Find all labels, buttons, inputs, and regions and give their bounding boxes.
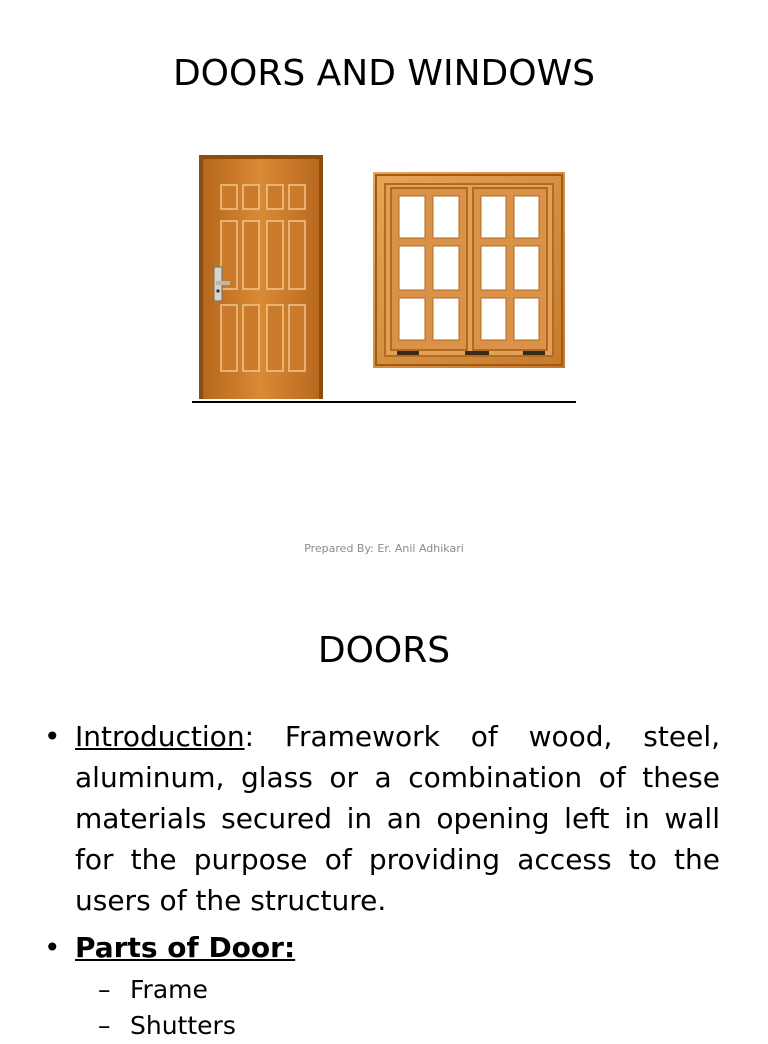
list-item <box>98 1008 720 1044</box>
introduction-separator: : <box>244 720 254 753</box>
bullet-list <box>44 716 720 1044</box>
door-part-shutters: Shutters <box>130 1011 236 1040</box>
divider-line <box>192 401 576 403</box>
list-item <box>98 972 720 1008</box>
parts-of-door-term: Parts of Door: <box>75 931 296 964</box>
dash-marker: – <box>98 975 111 1004</box>
bullet-marker: • <box>44 931 61 964</box>
bullet-parts-of-door <box>44 927 720 968</box>
wooden-window-icon <box>373 172 565 368</box>
bullet-introduction <box>44 716 720 921</box>
introduction-paragraph <box>75 716 720 921</box>
author-credit: Prepared By: Er. Anil Adhikari <box>304 542 464 555</box>
dash-marker: – <box>98 1011 111 1040</box>
introduction-text: Framework of wood, steel, aluminum, glass or a combination of these materials secured in an opening left in wall for the purpose of providing access to the users of the structure. <box>75 720 720 917</box>
slide-2-title: DOORS <box>317 630 451 671</box>
door-part-frame: Frame <box>130 975 208 1004</box>
introduction-term: Introduction <box>75 720 245 753</box>
slide-1-title: DOORS AND WINDOWS <box>172 53 596 94</box>
door-parts-list <box>98 972 720 1044</box>
wooden-door-icon <box>199 155 323 399</box>
bullet-marker: • <box>44 720 61 753</box>
